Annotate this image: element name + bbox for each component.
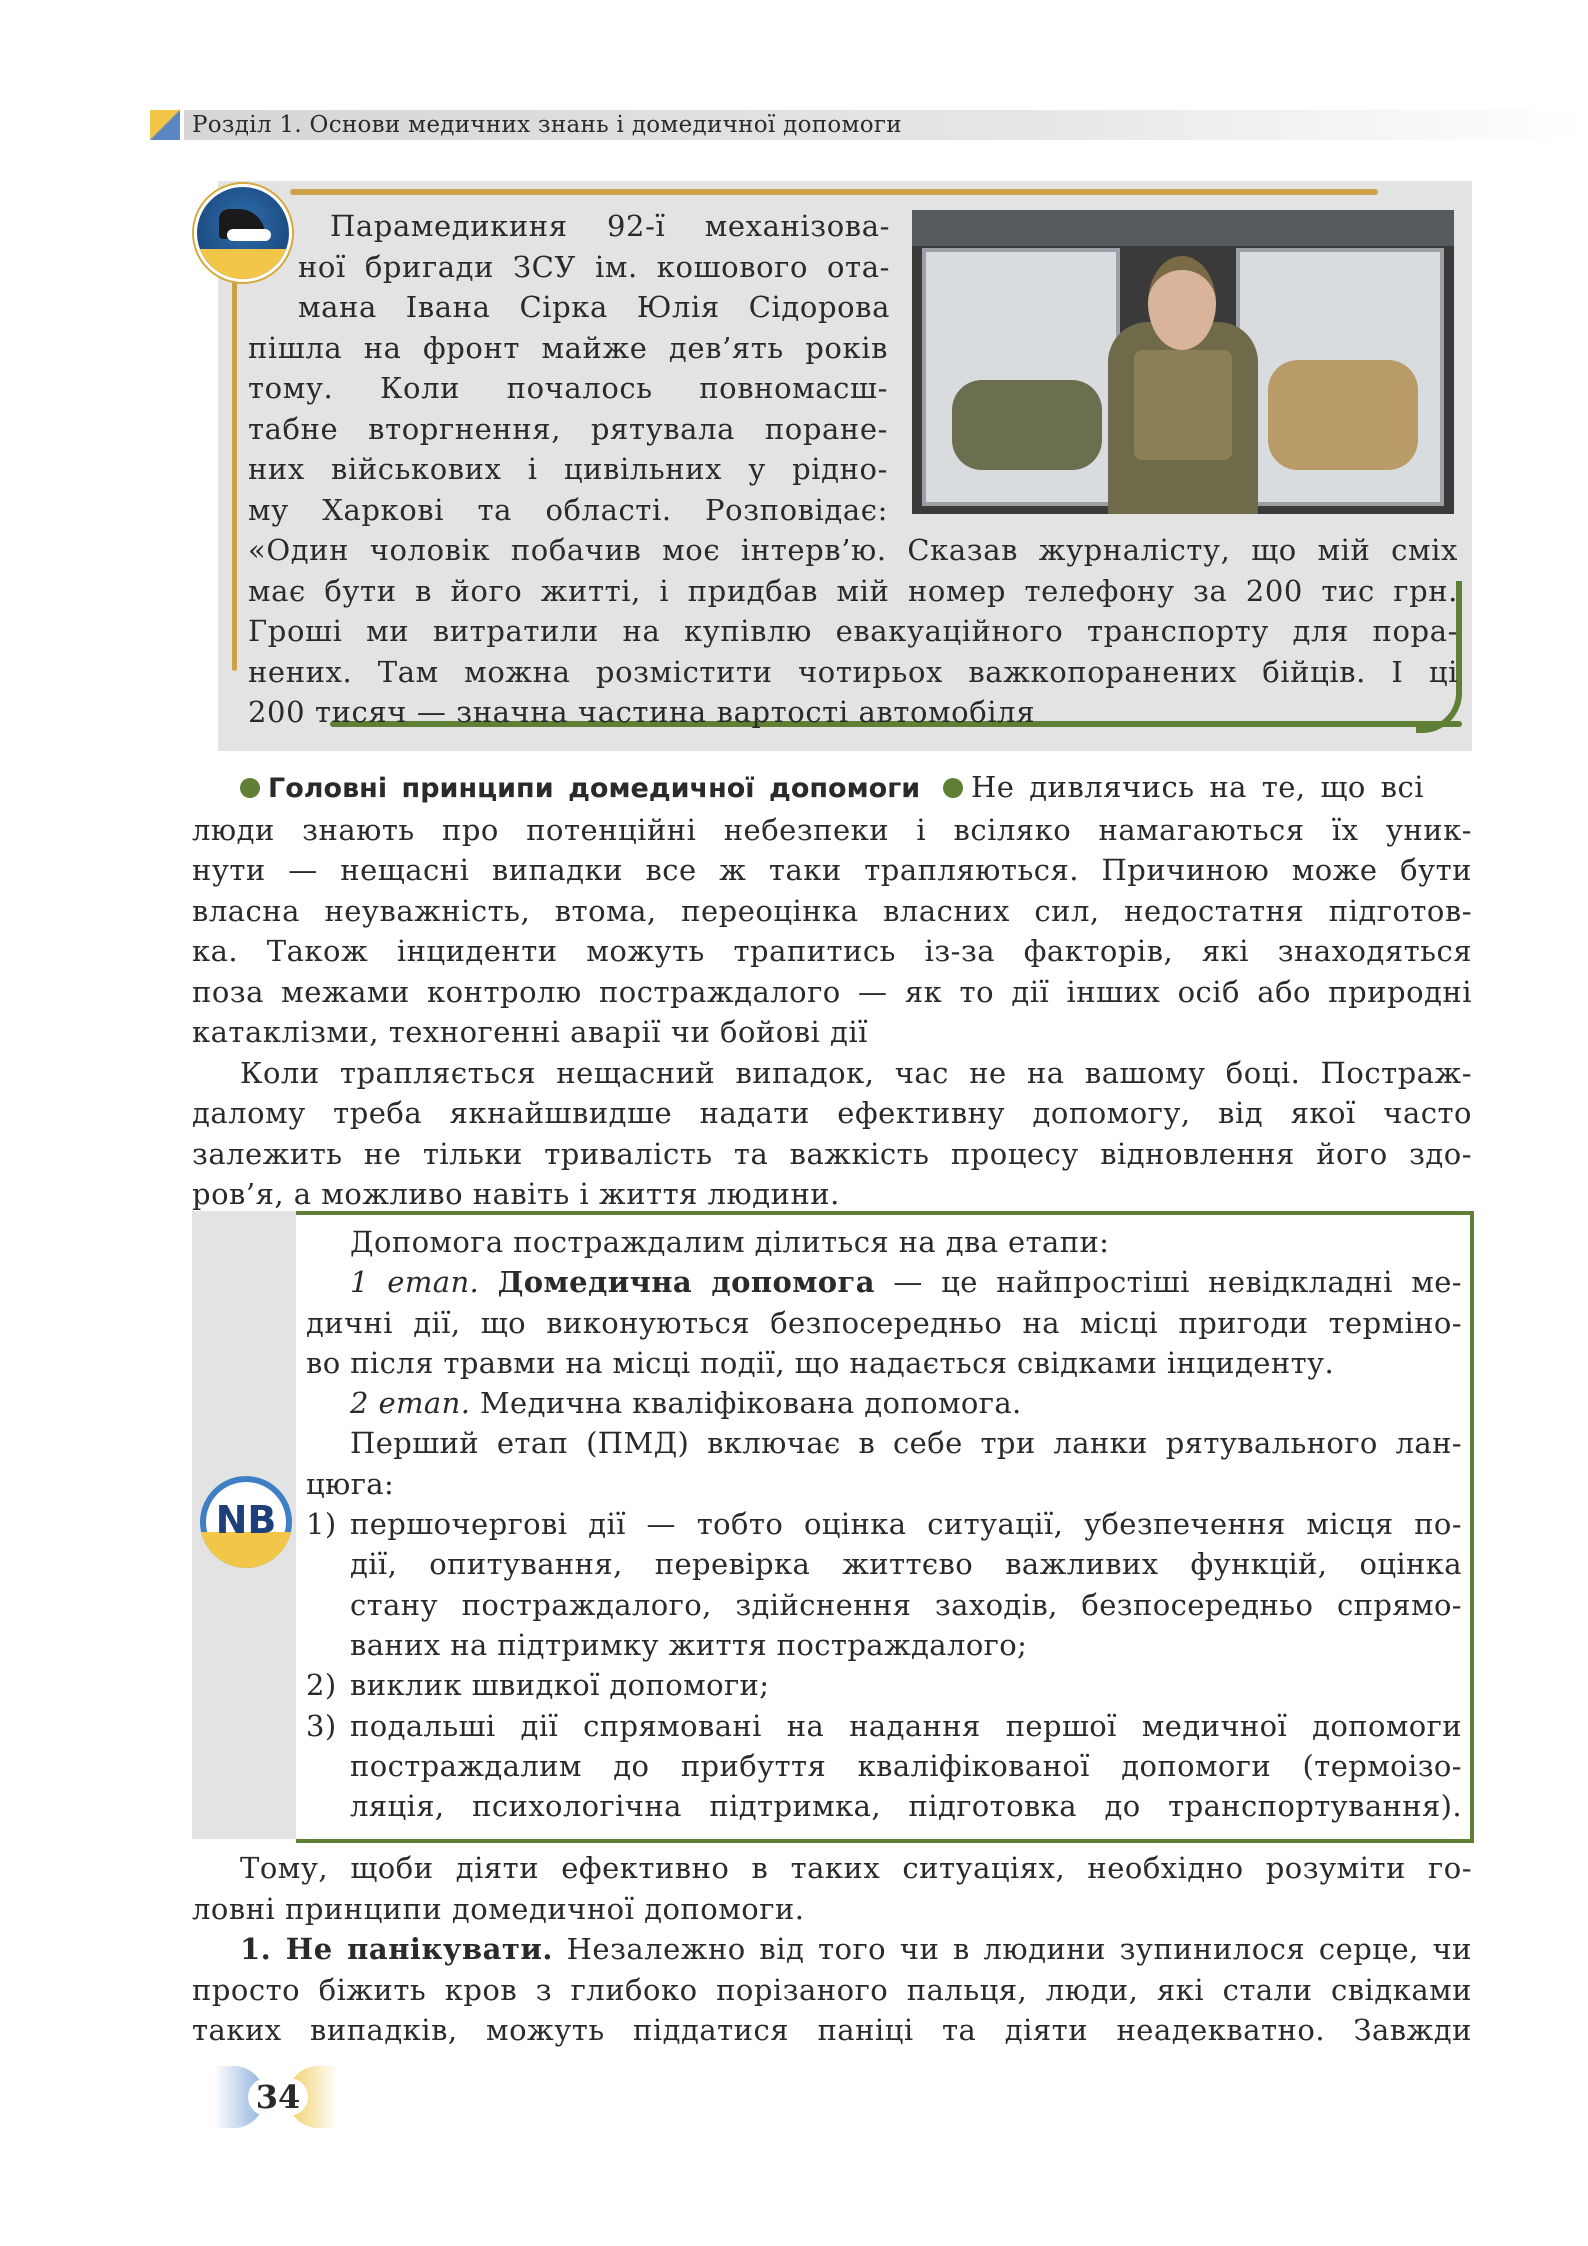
- nb-text: [306, 1222, 1462, 1826]
- rule1-rest: Незалежно від того чи в людини зупинилося серце, чи: [552, 1932, 1472, 1966]
- story-top-rule: [290, 189, 1378, 195]
- page-number: 34: [248, 2078, 308, 2116]
- nb-stage1-line: [306, 1262, 1462, 1302]
- principles-first-line-text: Не дивлячись на те, що всі: [971, 770, 1424, 804]
- nb-icon: [200, 1476, 292, 1568]
- body-line: катаклізми, техногенні аварії чи бойові дії: [192, 1015, 868, 1049]
- nb-line: першочергові дії — тобто оцінка ситуації, убезпечення місця по-: [350, 1507, 1462, 1542]
- stage2-rest: Медична кваліфікована допомога.: [470, 1386, 1022, 1421]
- body-line: ров’я, а можливо навіть і життя людини.: [192, 1177, 840, 1211]
- list-number: 2): [306, 1668, 337, 1703]
- nb-line: ляція, психологічна підтримка, підготовка до транспортування).: [350, 1789, 1462, 1824]
- body-line: просто біжить кров з глибоко порізаного пальця, люди, які стали свідками: [192, 1972, 1472, 2007]
- body-line: власна неуважність, втома, переоцінка власних сил, недостатня підготов-: [192, 893, 1472, 928]
- story-line: мана Івана Сірка Юлія Сідорова: [298, 290, 890, 324]
- stage2-label: 2 етап.: [350, 1386, 471, 1421]
- story-line: тому. Коли почалось повномасш-: [248, 371, 888, 405]
- nb-line: подальші дії спрямовані на надання першої медичної допомоги: [350, 1708, 1462, 1743]
- story-line: 200 тисяч — значна частина вартості автомобіля: [248, 695, 1036, 729]
- header-corner-marker: [150, 110, 180, 140]
- rule1-label: 1. Не панікувати.: [240, 1932, 553, 1966]
- nb-list-item: [306, 1665, 1462, 1705]
- nb-line: дії, опитування, перевірка життєво важливих функцій, оцінка: [350, 1547, 1462, 1582]
- body-line: далому треба якнайшвидше надати ефективну допомогу, від якої часто: [192, 1096, 1472, 1130]
- principles-first-line: [192, 767, 1424, 810]
- stage1-title: Домедична допомога: [497, 1265, 875, 1300]
- body-line: залежить не тільки тривалість та важкість процесу відновлення його здо-: [192, 1136, 1472, 1171]
- body-line: Тому, щоби діяти ефективно в таких ситуаціях, необхідно розуміти го-: [240, 1851, 1472, 1885]
- section-heading: Головні принципи домедичної допомоги: [268, 773, 921, 804]
- story-line: має бути в його житті, і придбав мій номер телефону за 200 тис грн.: [248, 573, 1458, 608]
- stage1-rest: — це найпростіші невідкладні ме-: [874, 1265, 1462, 1300]
- closing-paragraph: [192, 1848, 1472, 2051]
- nb-line: дичні дії, що виконуються безпосередньо на місці пригоди терміно-: [306, 1305, 1462, 1340]
- nb-line: постраждалим до прибуття кваліфікованої допомоги (термоізо-: [350, 1748, 1462, 1783]
- nb-line: Перший етап (ПМД) включає в себе три ланки рятувального лан-: [350, 1426, 1462, 1461]
- nb-line: стану постраждалого, здійснення заходів, безпосередньо спрямо-: [350, 1587, 1462, 1622]
- principles-paragraph: [192, 767, 1472, 1215]
- body-line: поза межами контролю постраждалого — як то дії інших осіб або природні: [192, 974, 1472, 1009]
- story-line: му Харкові та області. Розповідає:: [248, 492, 888, 527]
- nb-list-item: [306, 1504, 1462, 1665]
- nb-line: во після травми на місці події, що надається свідками інциденту.: [306, 1345, 1335, 1380]
- story-line: Парамедикиня 92-ї механізова-: [330, 209, 890, 243]
- body-line: Коли трапляється нещасний випадок, час не на вашому боці. Постраж-: [240, 1055, 1472, 1090]
- story-line: нених. Там можна розмістити чотирьох важкопоранених бійців. І ці: [248, 654, 1458, 689]
- section-title: Розділ 1. Основи медичних знань і домедичної допомоги: [192, 112, 902, 138]
- story-text: [248, 206, 1458, 733]
- story-line: табне вторгнення, рятувала поране-: [248, 411, 888, 446]
- nb-icon-label: NB: [215, 1498, 277, 1542]
- list-number: 1): [306, 1507, 337, 1542]
- page-number-badge: [214, 2066, 344, 2128]
- green-bullet-icon: [943, 778, 963, 798]
- story-line: них військових і цивільних у рідно-: [248, 452, 888, 486]
- nb-line: цюга:: [306, 1466, 395, 1501]
- nb-list-item: [306, 1706, 1462, 1827]
- body-line: люди знають про потенційні небезпеки і всіляко намагаються їх уник-: [192, 812, 1472, 847]
- nb-intro: Допомога постраждалим ділиться на два етапи:: [350, 1225, 1110, 1259]
- nb-stage2-line: [306, 1383, 1462, 1423]
- story-line: пішла на фронт майже дев’ять років: [248, 330, 888, 365]
- nb-line: виклик швидкої допомоги;: [350, 1668, 770, 1703]
- nb-line: ваних на підтримку життя постраждалого;: [350, 1627, 1028, 1662]
- body-line: нути — нещасні випадки все ж таки трапляються. Причиною може бути: [192, 853, 1472, 887]
- list-number: 3): [306, 1708, 337, 1743]
- story-line: «Один чоловік побачив моє інтерв’ю. Сказав журналісту, що мій сміх: [248, 533, 1458, 567]
- story-line: ної бригади ЗСУ ім. кошового ота-: [298, 249, 890, 284]
- body-line: таких випадків, можуть піддатися паніці та діяти неадекватно. Завжди: [192, 2013, 1472, 2047]
- stage1-label: 1 етап.: [350, 1265, 480, 1300]
- rule1-line: [192, 1929, 1472, 1970]
- green-bullet-icon: [240, 778, 260, 798]
- running-header: [150, 104, 1588, 146]
- body-line: ка. Також інциденти можуть трапитись із-за факторів, які знаходяться: [192, 934, 1472, 968]
- story-line: Гроші ми витратили на купівлю евакуаційного транспорту для пора-: [248, 614, 1458, 648]
- body-line: ловні принципи домедичної допомоги.: [192, 1891, 805, 1926]
